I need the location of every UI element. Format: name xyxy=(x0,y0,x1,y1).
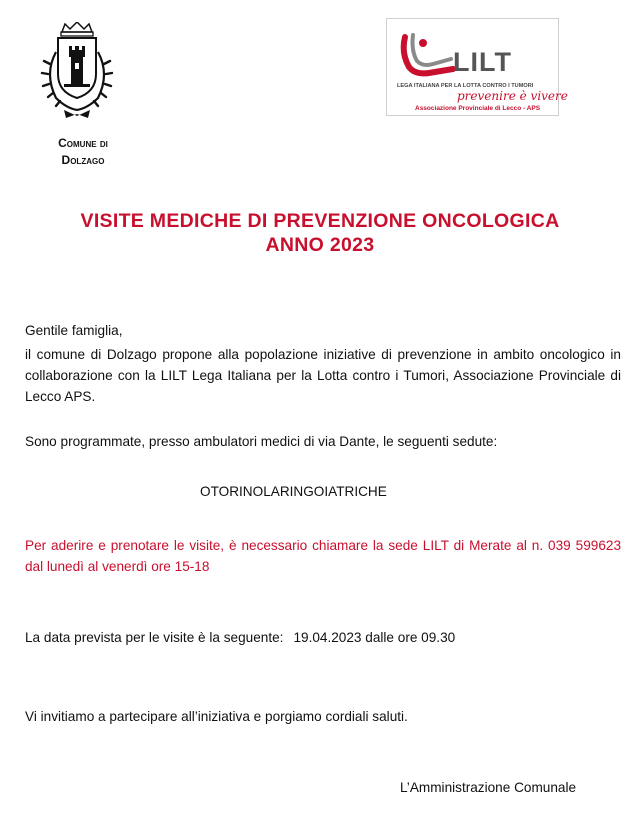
municipality-line-1: Comune di xyxy=(58,136,108,150)
coat-of-arms-icon xyxy=(38,22,116,120)
municipality-name xyxy=(28,135,138,169)
lilt-word: LILT xyxy=(453,47,512,77)
title-line-1: VISITE MEDICHE DI PREVENZIONE ONCOLOGICA xyxy=(80,210,560,232)
visit-type: OTORINOLARINGOIATRICHE xyxy=(200,484,387,499)
date-line xyxy=(25,627,621,648)
title-line-2: ANNO 2023 xyxy=(265,234,375,256)
lilt-slogan: prevenire è vivere xyxy=(457,89,568,103)
greeting: Gentile famiglia, xyxy=(25,323,123,338)
lilt-logo xyxy=(386,18,568,116)
program-paragraph: Sono programmate, presso ambulatori medici di via Dante, le seguenti sedute: xyxy=(25,434,498,449)
invite-paragraph: Vi invitiamo a partecipare all’iniziativa e porgiamo cordiali saluti. xyxy=(25,709,408,724)
date-value: 19.04.2023 dalle ore 09.30 xyxy=(293,630,456,645)
lilt-association: Associazione Provinciale di Lecco - APS xyxy=(415,105,541,112)
document-title xyxy=(0,209,640,257)
booking-paragraph: Per aderire e prenotare le visite, è necessario chiamare la sede LILT di Merate al n. 039 599623 dal lunedì al venerdì ore 15-18 xyxy=(25,538,621,574)
intro-paragraph: il comune di Dolzago propone alla popolazione iniziative di prevenzione in ambito oncologico in collaborazione con la LILT Lega Italiana per la Lotta contro i Tumori, Associazione Provinciale di Lecco APS. xyxy=(25,347,621,404)
date-label: La data prevista per le visite è la seguente: xyxy=(25,630,284,645)
lilt-full-name: LEGA ITALIANA PER LA LOTTA CONTRO I TUMORI xyxy=(397,83,534,89)
municipality-line-2: Dolzago xyxy=(61,153,105,167)
lilt-mark-icon xyxy=(399,33,455,77)
signature: L’Amministrazione Comunale xyxy=(400,780,577,795)
